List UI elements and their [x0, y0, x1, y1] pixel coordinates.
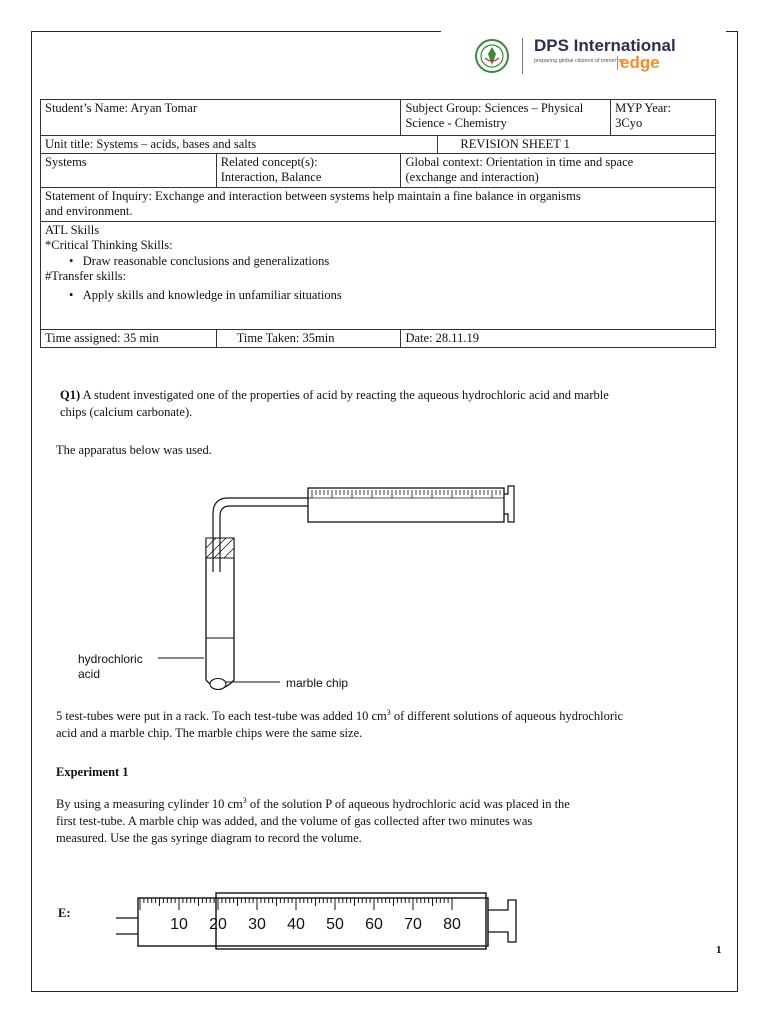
page-border-bottom	[31, 991, 738, 992]
myp-year-label: MYP Year:	[615, 101, 671, 115]
time-taken-cell	[216, 330, 401, 348]
global-context-line2: (exchange and interaction)	[405, 170, 539, 184]
atl-skills-cell	[41, 222, 716, 330]
syringe2-scale-label: 60	[365, 916, 383, 933]
related-concepts-value: Interaction, Balance	[220, 170, 322, 184]
marble-chip	[210, 679, 226, 690]
logo-tagline: preparing global citizens of tomorrow	[534, 58, 624, 64]
question-number: Q1)	[60, 388, 81, 402]
unit-title-cell	[41, 136, 438, 154]
logo-edge-word: edge	[620, 53, 660, 72]
experiment-1-paragraph	[56, 796, 726, 847]
logo-title: DPS International	[534, 36, 676, 55]
atl-critical-heading: *Critical Thinking Skills:	[45, 238, 173, 252]
label-marble-chip: marble chip	[286, 676, 349, 690]
tubes-text-1a: 5 test-tubes were put in a rack. To each test-tube was added 10 cm	[56, 709, 387, 723]
syringe2-scale-label: 50	[326, 916, 344, 933]
exp1-line1a: By using a measuring cylinder 10 cm	[56, 797, 243, 811]
myp-year-cell	[611, 100, 716, 136]
sheet-title: REVISION SHEET 1	[460, 137, 570, 151]
page-number: 1	[716, 944, 722, 956]
statement-line1: Statement of Inquiry: Exchange and interaction between systems help maintain a fine balance in organisms	[45, 189, 581, 203]
syringe2-scale-label: 70	[404, 916, 422, 933]
syringe-plunger-handle	[504, 486, 514, 522]
unit-title: Unit title: Systems – acids, bases and salts	[45, 137, 257, 151]
school-emblem-icon	[474, 38, 510, 74]
syringe2-barrel	[138, 898, 488, 946]
logo-edge-divider	[617, 56, 618, 70]
global-context-line1: Global context: Orientation in time and space	[405, 155, 634, 169]
sheet-title-cell	[438, 136, 716, 154]
time-assigned-cell	[41, 330, 217, 348]
subject-group-line1: Subject Group: Sciences – Physical	[405, 101, 584, 115]
student-name: Student’s Name: Aryan Tomar	[45, 101, 197, 115]
syringe-barrel	[308, 488, 504, 522]
apparatus-text: The apparatus below was used.	[56, 443, 212, 457]
tubes-superscript: 3	[386, 707, 391, 717]
page-border-right	[737, 31, 738, 992]
tubes-paragraph	[56, 708, 746, 742]
syringe2-scale-label: 80	[443, 916, 461, 933]
syringe2-scale-label: 40	[287, 916, 305, 933]
partial-label: E:	[58, 906, 71, 920]
time-assigned: Time assigned: 35 min	[45, 331, 159, 345]
page-border-top	[31, 31, 441, 32]
atl-heading: ATL Skills	[45, 223, 100, 237]
syringe2-scale-label: 10	[170, 916, 188, 933]
experiment-1-heading: Experiment 1	[56, 765, 129, 779]
tubes-text-2: acid and a marble chip. The marble chips were the same size.	[56, 726, 363, 740]
student-name-cell	[41, 100, 401, 136]
statement-line2: and environment.	[45, 204, 133, 218]
exp1-line1b: of the solution P of aqueous hydrochloric acid was placed in the	[246, 797, 570, 811]
school-logo	[470, 36, 702, 80]
syringe2-scale-label: 20	[209, 916, 227, 933]
question-intro-line1: A student investigated one of the properties of acid by reacting the aqueous hydrochloric acid and marble	[82, 388, 609, 402]
tubes-text-1b: of different solutions of aqueous hydrochloric	[390, 709, 624, 723]
exp1-line2: first test-tube. A marble chip was added, and the volume of gas collected after two minutes was	[56, 814, 533, 828]
question-intro	[56, 387, 726, 421]
label-hydrochloric: hydrochloric	[78, 652, 143, 666]
atl-critical-item-text: Draw reasonable conclusions and generalizations	[82, 254, 330, 268]
label-acid: acid	[78, 667, 101, 681]
key-concept-cell	[41, 154, 217, 188]
subject-group-line2: Science - Chemistry	[405, 116, 507, 130]
time-taken: Time Taken: 35min	[236, 331, 335, 345]
exp1-superscript: 3	[242, 795, 247, 805]
exp1-line3: measured. Use the gas syringe diagram to record the volume.	[56, 831, 362, 845]
myp-year-value: 3Cyo	[615, 116, 643, 130]
delivery-tube-outer	[213, 498, 308, 572]
apparatus-diagram	[60, 482, 530, 697]
syringe2-plunger-handle	[488, 900, 516, 942]
related-concepts-label: Related concept(s):	[220, 155, 318, 169]
subject-group-cell	[401, 100, 611, 136]
atl-critical-item: • Draw reasonable conclusions and generalizations	[69, 254, 330, 268]
global-context-cell	[401, 154, 716, 188]
atl-transfer-item: • Apply skills and knowledge in unfamiliar situations	[69, 288, 342, 302]
atl-transfer-item-text: Apply skills and knowledge in unfamiliar situations	[82, 288, 342, 302]
logo-separator	[522, 38, 523, 74]
page-border-left	[31, 31, 32, 992]
question-intro-line2: chips (calcium carbonate).	[60, 405, 193, 419]
gas-syringe-diagram	[110, 890, 530, 952]
statement-of-inquiry-cell	[41, 188, 716, 222]
student-info-table	[40, 99, 716, 348]
atl-transfer-heading: #Transfer skills:	[45, 269, 127, 283]
date: Date: 28.11.19	[405, 331, 479, 345]
syringe2-scale-label: 30	[248, 916, 266, 933]
date-cell	[401, 330, 716, 348]
related-concepts-cell	[216, 154, 401, 188]
key-concept: Systems	[45, 155, 87, 169]
